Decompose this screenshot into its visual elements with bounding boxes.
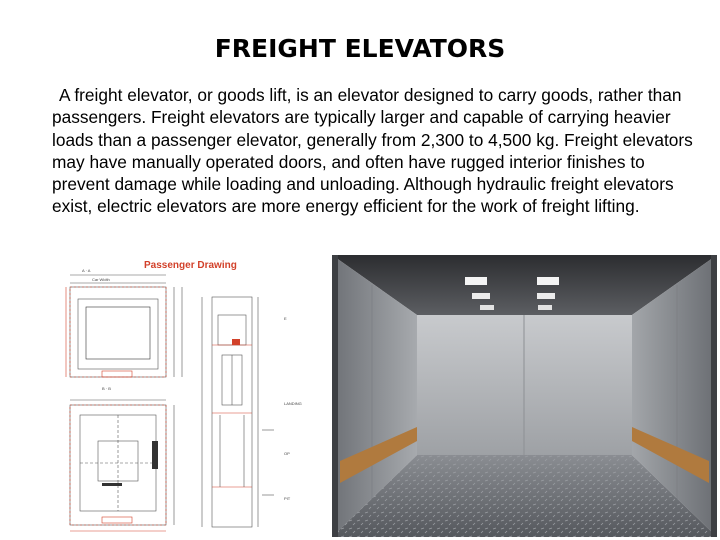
svg-text:LANDING: LANDING <box>284 401 302 406</box>
slide-title: FREIGHT ELEVATORS <box>214 34 506 63</box>
svg-text:E: E <box>284 316 287 321</box>
svg-text:B · B: B · B <box>102 386 111 391</box>
elevator-technical-drawings <box>62 255 330 537</box>
drawing-caption: Passenger Drawing <box>144 260 237 271</box>
svg-text:Car Width: Car Width <box>92 277 110 282</box>
section-view <box>202 297 274 527</box>
plan-view-bottom <box>70 400 174 531</box>
freight-elevator-photo <box>332 255 717 537</box>
slide-paragraph: A freight elevator, or goods lift, is an elevator designed to carry goods, rather than passengers. Freight elevators are typically larger and capable of carrying heavier loads than a passenger elevator, generally from 2,300 to 4,500 kg. Freight elevators may have manually operated doors, and often have rugged interior finishes to prevent damage while loading and unloading. Although hydraulic freight elevators exist, electric elevators are more energy efficient for the work of freight lifting. <box>52 85 693 217</box>
plan-view-top <box>66 275 182 377</box>
svg-text:OP: OP <box>284 451 290 456</box>
svg-text:PIT: PIT <box>284 496 291 501</box>
svg-text:A · A: A · A <box>82 268 91 273</box>
